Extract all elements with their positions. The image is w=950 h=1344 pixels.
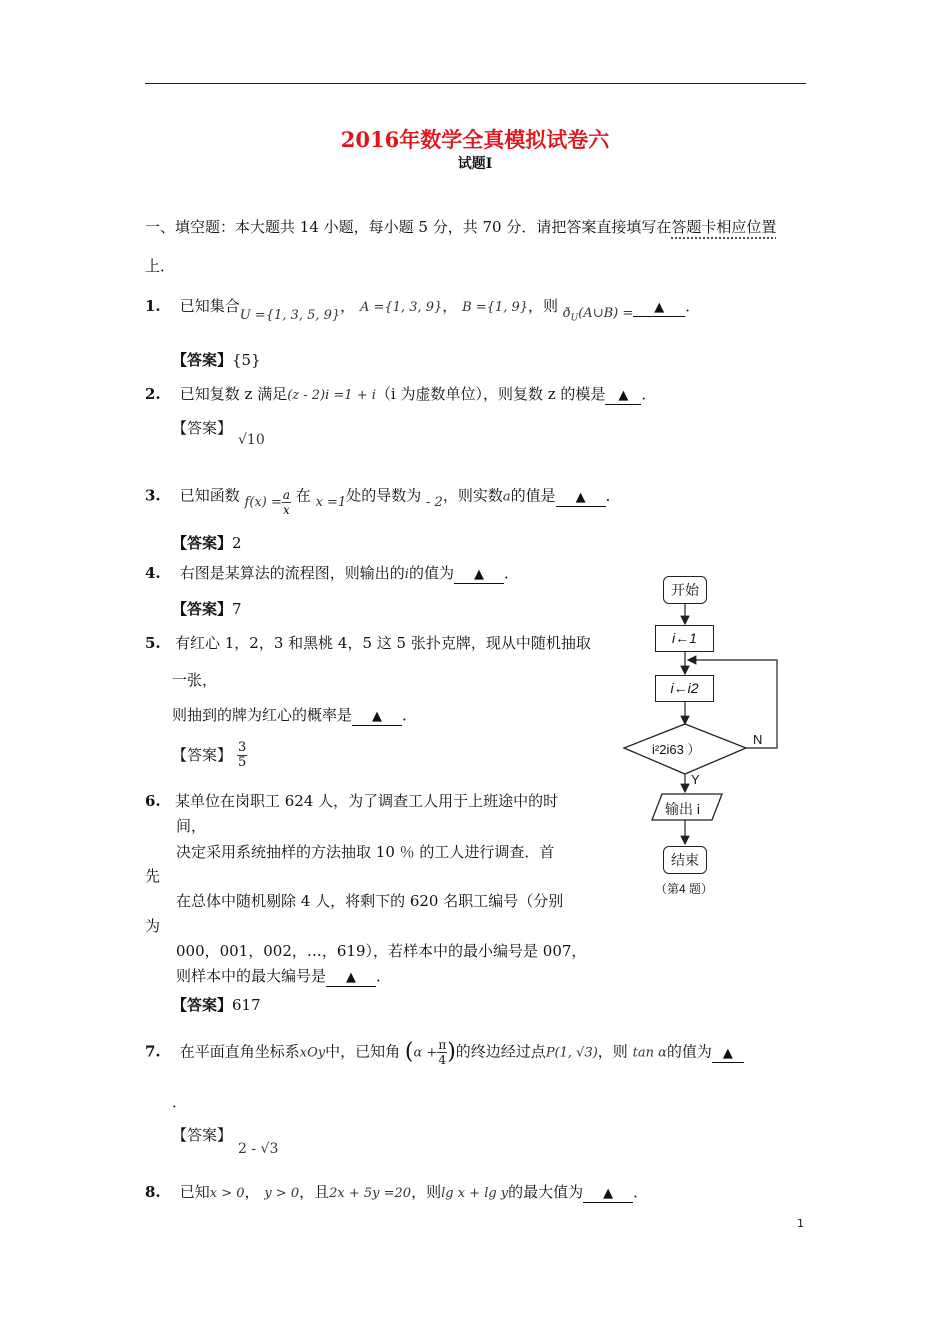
dotted-emphasis: 答题卡相应位置: [671, 218, 777, 236]
answer-blank: ▲: [605, 388, 641, 405]
question-4: 4. 右图是某算法的流程图，则输出的i的值为 ▲ ．: [145, 564, 519, 582]
question-7: 7. 在平面直角坐标系xOy中，已知角 (α + $\frac{\pi}{4}$ )的终边经过点P(1, √3)，则 tan α的值为 ▲: [145, 1038, 744, 1067]
answer-6: 【答案】617: [172, 996, 261, 1014]
flowchart-start: 开始: [663, 576, 707, 604]
answer-7: 2 - √3: [238, 1141, 279, 1157]
answer-blank: ▲: [454, 567, 504, 584]
answer-blank: ▲: [583, 1186, 633, 1203]
question-5-line3: 则抽到的牌为红心的概率是 ▲ ．: [172, 706, 418, 724]
question-2: 2. 已知复数 z 满足(z - 2)i =1 + i（i 为虚数单位），则复数 z 的模是 ▲ ．: [145, 385, 657, 403]
question-6-line6: 为: [145, 917, 161, 935]
question-6-line3: 决定采用系统抽样的方法抽取 10 ％ 的工人进行调查．首: [176, 843, 555, 861]
header-rule: [145, 83, 806, 84]
answer-4: 【答案】7: [172, 600, 242, 618]
section-intro-line1: 一、填空题：本大题共 14 小题，每小题 5 分，共 70 分．请把答案直接填写在答题卡相应位置: [145, 218, 777, 236]
answer-2: √10: [238, 432, 265, 448]
question-7-end: ．: [172, 1093, 188, 1111]
question-6-line7: 000，001，002，…，619），若样本中的最小编号是 007，: [176, 942, 587, 960]
flowchart-condition: i²2i63 ）: [652, 742, 701, 757]
question-8: 8. 已知x > 0， y > 0，且2x + 5y =20，则lg x + lg y的最大值为 ▲ ．: [145, 1183, 649, 1201]
section-intro-line2: 上．: [145, 257, 176, 275]
answer-1: 【答案】{5}: [172, 351, 261, 369]
answer-label-2: 【答案】: [172, 419, 233, 437]
question-6-line1: 6. 某单位在岗职工 624 人，为了调查工人用于上班途中的时: [145, 792, 559, 810]
page-number: 1: [797, 1217, 804, 1230]
question-3: 3. 已知函数 f(x) = $\frac{a}{x}$ 在 x =1处的导数为 - 2，则实数a的值是 ▲ ．: [145, 486, 621, 517]
answer-blank: ▲: [633, 300, 685, 317]
question-5-line2: 一张，: [172, 671, 218, 689]
answer-blank: ▲: [712, 1046, 744, 1063]
question-6-line2: 间，: [176, 817, 207, 835]
flowchart-output: 输出 i: [665, 801, 700, 817]
question-1: 1. 已知集合U ={1, 3, 5, 9}， A ={1, 3, 9}， B ={1, 9}，则 $ð_U(A\cup B)$ = ▲ ．: [145, 297, 701, 324]
page-subtitle: 试题Ⅰ: [457, 156, 493, 172]
flowchart-caption: （第4 题）: [655, 882, 714, 896]
question-6-line4: 先: [145, 867, 161, 885]
answer-blank: ▲: [556, 490, 606, 507]
answer-label-7: 【答案】: [172, 1126, 233, 1144]
flowchart-end: 结束: [663, 846, 707, 874]
flowchart-init: i←1: [655, 625, 714, 652]
answer-blank: ▲: [326, 970, 376, 987]
page-title: 2016年数学全真模拟试卷六: [340, 127, 610, 152]
answer-label-5: 【答案】: [172, 746, 233, 764]
flowchart-step: i←i2: [655, 675, 714, 702]
flowchart-no-label: N: [753, 732, 763, 747]
answer-blank: ▲: [352, 709, 402, 726]
flowchart-yes-label: Y: [691, 772, 700, 787]
answer-5: $\frac{3}{5}$: [238, 740, 247, 770]
question-6-line8: 则样本中的最大编号是 ▲ ．: [176, 967, 392, 985]
question-5-line1: 5. 有红心 1，2，3 和黑桃 4，5 这 5 张扑克牌，现从中随机抽取: [145, 634, 591, 652]
question-6-line5: 在总体中随机剔除 4 人，将剩下的 620 名职工编号（分别: [176, 892, 564, 910]
answer-3: 【答案】2: [172, 534, 242, 552]
